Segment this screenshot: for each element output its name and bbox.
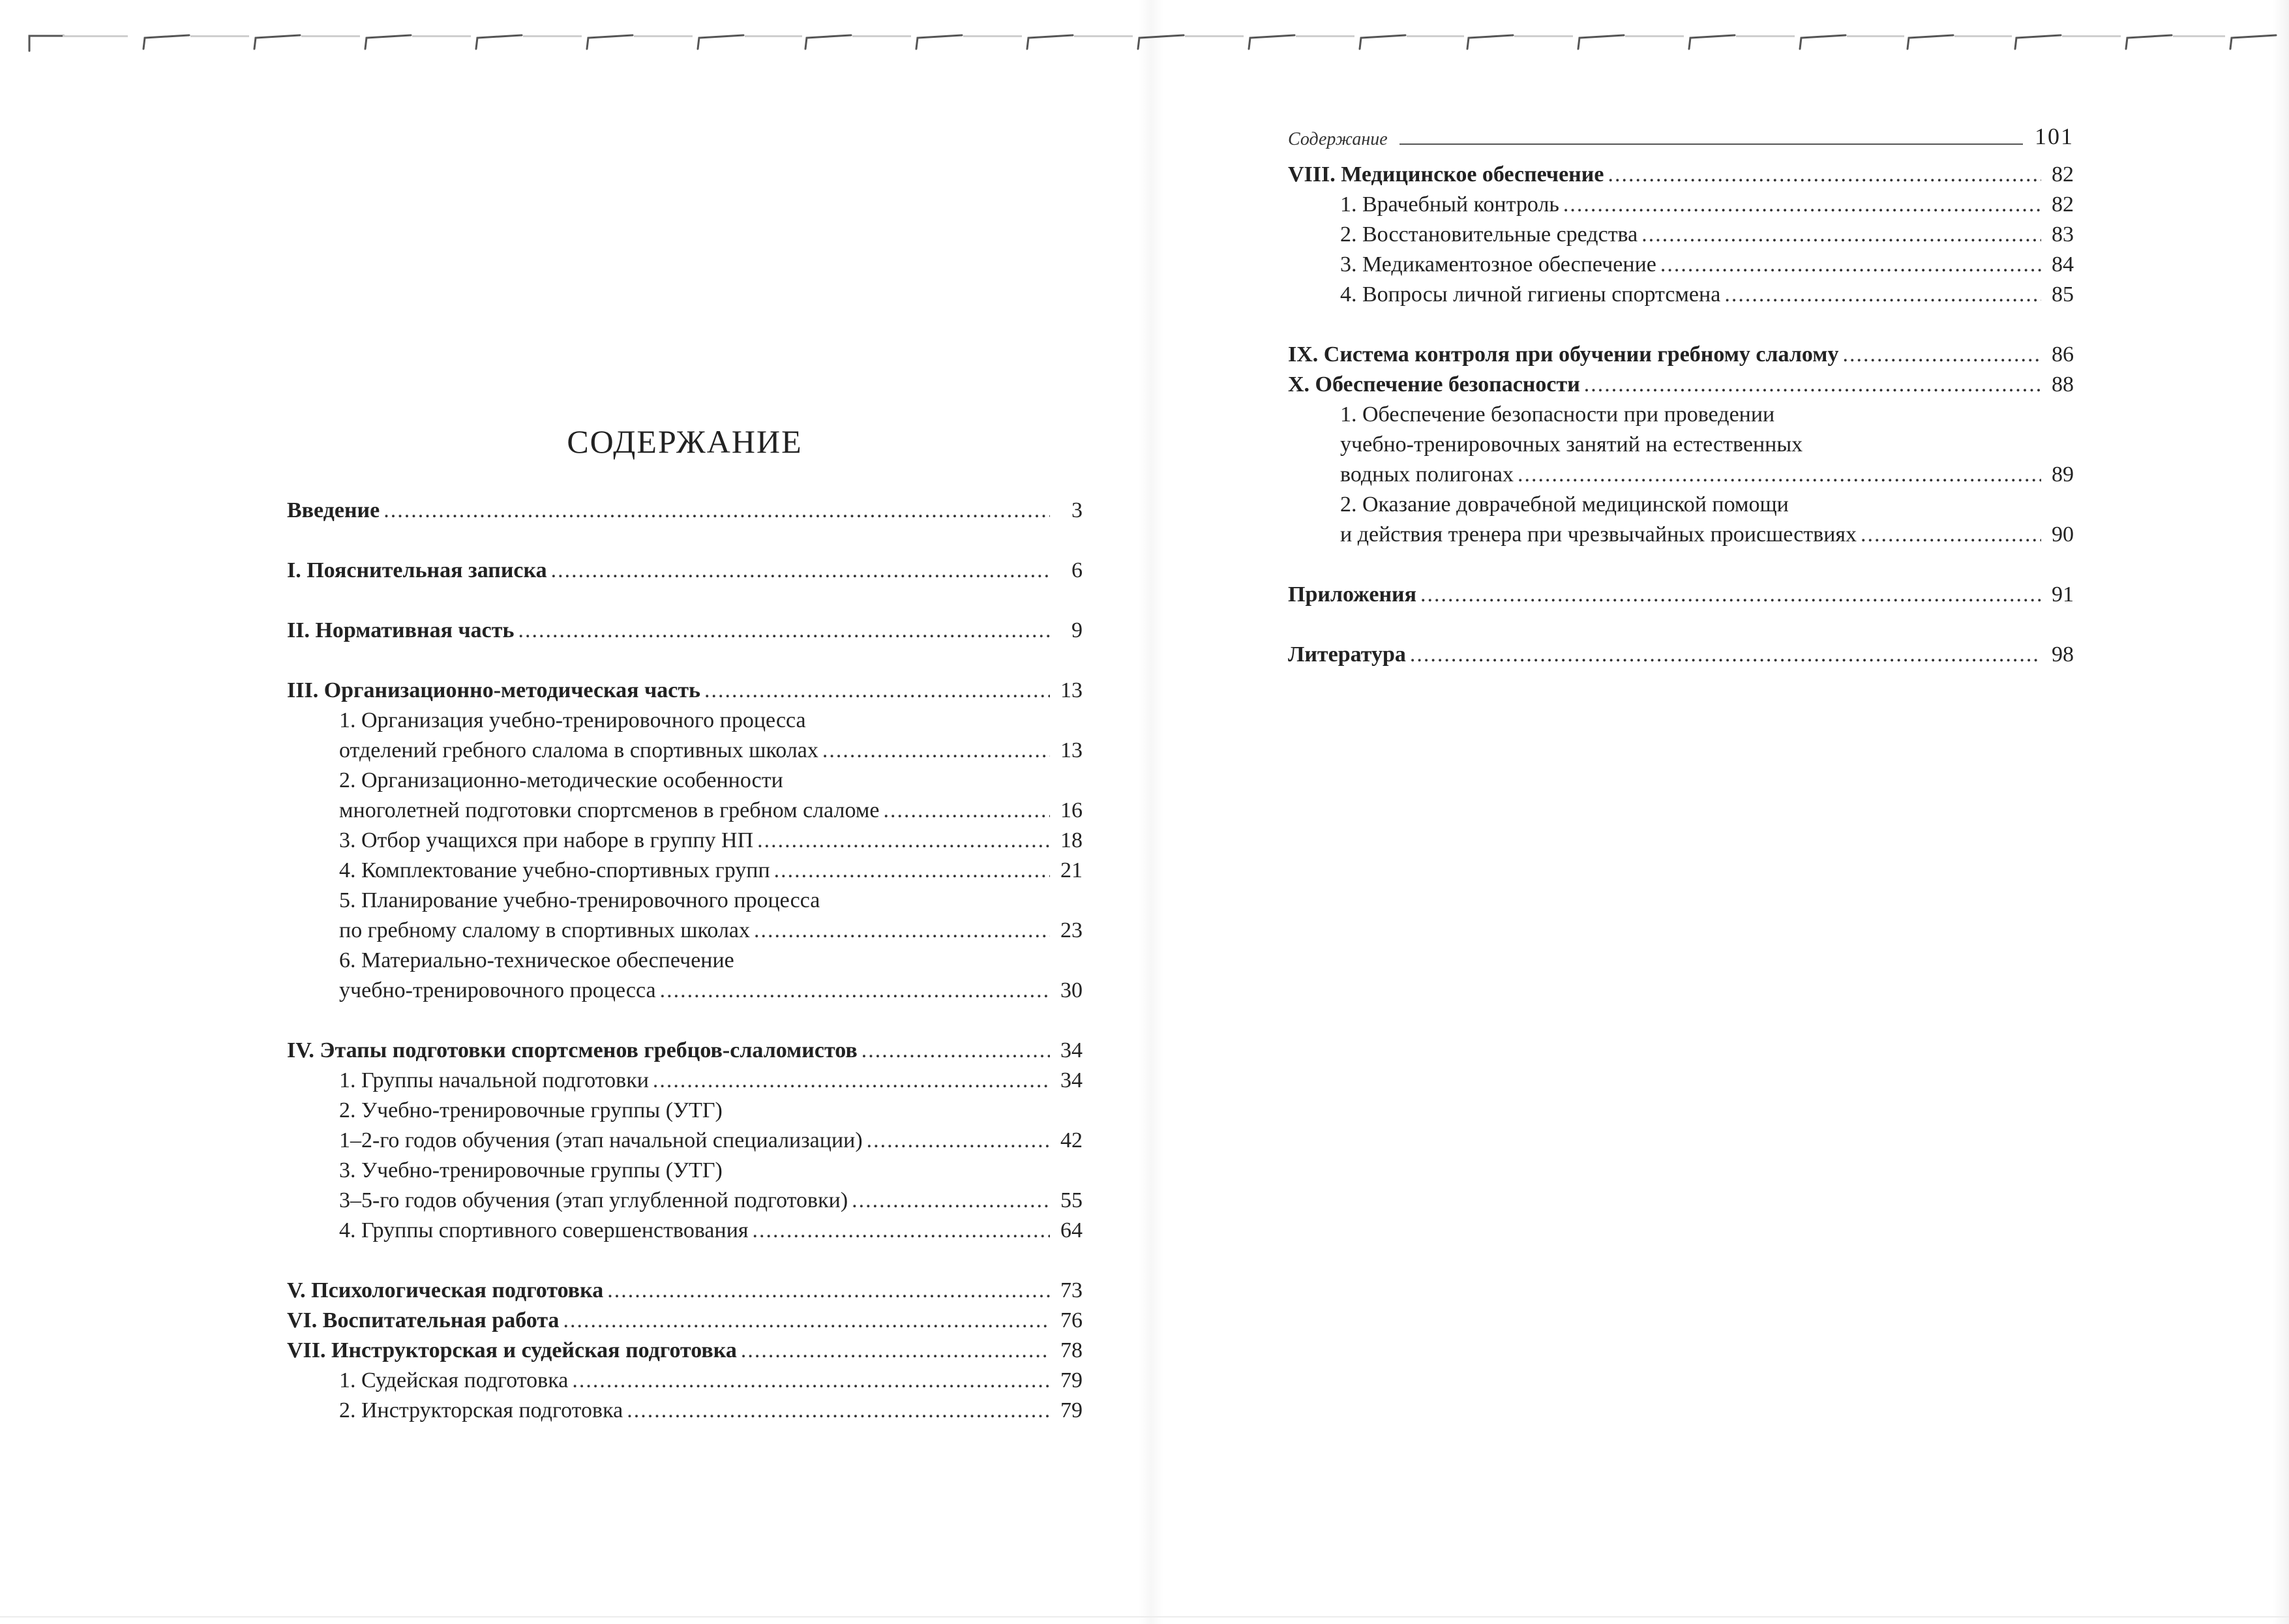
dot-leader	[741, 1336, 1050, 1366]
dot-leader	[774, 856, 1050, 886]
toc-entry-title: водных полигонах	[1340, 462, 1514, 487]
toc-page-number: 6	[1071, 558, 1083, 582]
toc-subsection-entry	[1288, 430, 2074, 460]
page-edge	[2273, 0, 2289, 1624]
toc-page-number: 88	[2052, 372, 2074, 397]
toc-subsection-entry	[1288, 190, 2074, 220]
running-head	[1288, 124, 2074, 150]
toc-page-number: 64	[1060, 1218, 1083, 1242]
book-spine	[1138, 0, 1164, 1624]
dot-leader	[822, 736, 1050, 766]
dot-leader	[1660, 250, 2041, 280]
toc-chapter-entry	[287, 496, 1083, 526]
toc-subsection-entry	[1288, 400, 2074, 430]
toc-chapter-entry	[287, 676, 1083, 706]
toc-entry-title: Литература	[1288, 642, 1406, 667]
toc-page-number: 86	[2052, 342, 2074, 367]
page-title: СОДЕРЖАНИЕ	[567, 423, 803, 460]
running-head-title: Содержание	[1288, 129, 1388, 149]
toc-subsection-entry	[1288, 220, 2074, 250]
toc-subsection-entry	[287, 766, 1083, 796]
toc-chapter-entry	[287, 1336, 1083, 1366]
dot-leader	[867, 1126, 1050, 1156]
toc-page-number: 79	[1060, 1398, 1083, 1422]
toc-page-number: 90	[2052, 522, 2074, 547]
toc-entry-title: VII. Инструкторская и судейская подготовка	[287, 1338, 737, 1362]
toc-entry-title: 3. Учебно-тренировочные группы (УТГ)	[339, 1158, 723, 1182]
toc-page-number: 42	[1060, 1128, 1083, 1152]
toc-subsection-entry	[287, 856, 1083, 886]
toc-entry-title: 2. Организационно-методические особенности	[339, 768, 783, 792]
toc-entry-title: 6. Материально-техническое обеспечение	[339, 948, 734, 972]
toc-page-number: 98	[2052, 642, 2074, 667]
toc-page-number: 91	[2052, 582, 2074, 607]
toc-chapter-entry	[1288, 340, 2074, 370]
toc-page-number: 85	[2052, 282, 2074, 307]
toc-page-number: 3	[1071, 498, 1083, 522]
toc-page-number: 73	[1060, 1278, 1083, 1302]
toc-page-number: 13	[1060, 678, 1083, 702]
toc-subsection-entry	[287, 826, 1083, 856]
toc-entry-title: 1. Организация учебно-тренировочного процесса	[339, 708, 806, 732]
toc-entry-title: отделений гребного слалома в спортивных школах	[339, 738, 818, 762]
toc-entry-title: VI. Воспитательная работа	[287, 1308, 560, 1332]
toc-subsection-entry	[1288, 490, 2074, 520]
toc-entry-title: X. Обеспечение безопасности	[1288, 372, 1580, 397]
toc-right-page	[1288, 160, 2074, 670]
toc-subsection-entry	[287, 1126, 1083, 1156]
toc-entry-title: I. Пояснительная записка	[287, 558, 547, 582]
toc-subsection-entry	[287, 976, 1083, 1006]
toc-page-number: 21	[1060, 858, 1083, 882]
toc-subsection-entry	[1288, 520, 2074, 550]
toc-entry-title: 2. Инструкторская подготовка	[339, 1398, 623, 1422]
toc-entry-title: и действия тренера при чрезвычайных происшествиях	[1340, 522, 1857, 547]
toc-page-number: 89	[2052, 462, 2074, 487]
toc-page-number: 23	[1060, 918, 1083, 942]
toc-page-number: 79	[1060, 1368, 1083, 1392]
toc-entry-title: Приложения	[1288, 582, 1417, 607]
toc-chapter-entry	[287, 1036, 1083, 1066]
toc-page-number: 16	[1060, 798, 1083, 822]
dot-leader	[660, 976, 1050, 1006]
toc-entry-title: VIII. Медицинское обеспечение	[1288, 162, 1604, 187]
toc-entry-title: многолетней подготовки спортсменов в гребном слаломе	[339, 798, 880, 822]
toc-subsection-entry	[287, 1096, 1083, 1126]
toc-subsection-entry	[287, 1186, 1083, 1216]
toc-page-number: 34	[1060, 1038, 1083, 1062]
toc-chapter-entry	[287, 1306, 1083, 1336]
toc-subsection-entry	[287, 1366, 1083, 1396]
dot-leader	[861, 1036, 1050, 1066]
toc-chapter-entry	[287, 556, 1083, 586]
dot-leader	[704, 676, 1050, 706]
toc-page-number: 78	[1060, 1338, 1083, 1362]
toc-entry-title: 2. Учебно-тренировочные группы (УТГ)	[339, 1098, 723, 1122]
toc-page-number: 30	[1060, 978, 1083, 1002]
toc-chapter-entry	[1288, 370, 2074, 400]
dot-leader	[1420, 580, 2041, 610]
toc-chapter-entry	[287, 1276, 1083, 1306]
toc-subsection-entry	[287, 916, 1083, 946]
toc-entry-title: 2. Оказание доврачебной медицинской помощи	[1340, 492, 1789, 517]
toc-entry-title: 4. Вопросы личной гигиены спортсмена	[1340, 282, 1721, 307]
dot-leader	[518, 616, 1050, 646]
toc-subsection-entry	[287, 946, 1083, 976]
toc-subsection-entry	[287, 886, 1083, 916]
toc-page-number: 13	[1060, 738, 1083, 762]
toc-subsection-entry	[1288, 280, 2074, 310]
toc-page-number: 83	[2052, 222, 2074, 247]
dot-leader	[563, 1306, 1050, 1336]
toc-entry-title: III. Организационно-методическая часть	[287, 678, 701, 702]
toc-entry-title: 3. Отбор учащихся при наборе в группу НП	[339, 828, 754, 852]
toc-subsection-entry	[1288, 460, 2074, 490]
dot-leader	[753, 1216, 1050, 1246]
dot-leader	[1584, 370, 2041, 400]
toc-entry-title: IV. Этапы подготовки спортсменов гребцов-слаломистов	[287, 1038, 858, 1062]
toc-page-number: 9	[1071, 618, 1083, 642]
dot-leader	[1842, 340, 2041, 370]
dot-leader	[754, 916, 1050, 946]
toc-entry-title: учебно-тренировочного процесса	[339, 978, 656, 1002]
toc-chapter-entry	[1288, 580, 2074, 610]
toc-subsection-entry	[287, 706, 1083, 736]
dot-leader	[1641, 220, 2041, 250]
toc-chapter-entry	[287, 616, 1083, 646]
dot-leader	[883, 796, 1050, 826]
dot-leader	[383, 496, 1050, 526]
toc-entry-title: 1. Обеспечение безопасности при проведении	[1340, 402, 1775, 427]
toc-entry-title: 1. Группы начальной подготовки	[339, 1068, 649, 1092]
dot-leader	[757, 826, 1050, 856]
dot-leader	[1410, 640, 2041, 670]
toc-entry-title: 4. Группы спортивного совершенствования	[339, 1218, 749, 1242]
toc-page-number: 18	[1060, 828, 1083, 852]
toc-subsection-entry	[287, 796, 1083, 826]
dot-leader	[653, 1066, 1050, 1096]
toc-entry-title: 3. Медикаментозное обеспечение	[1340, 252, 1656, 277]
dot-leader	[627, 1396, 1050, 1426]
toc-entry-title: 1–2-го годов обучения (этап начальной специализации)	[339, 1128, 863, 1152]
dot-leader	[1563, 190, 2041, 220]
toc-page-number: 55	[1060, 1188, 1083, 1212]
dot-leader	[1518, 460, 2041, 490]
toc-entry-title: II. Нормативная часть	[287, 618, 515, 642]
dot-leader	[1724, 280, 2041, 310]
toc-page-number: 82	[2052, 162, 2074, 187]
toc-entry-title: 1. Врачебный контроль	[1340, 192, 1559, 217]
dot-leader	[607, 1276, 1050, 1306]
toc-subsection-entry	[287, 1216, 1083, 1246]
toc-left-page	[287, 496, 1083, 1426]
toc-entry-title: 5. Планирование учебно-тренировочного процесса	[339, 888, 820, 912]
toc-subsection-entry	[287, 736, 1083, 766]
toc-subsection-entry	[287, 1066, 1083, 1096]
toc-page-number: 76	[1060, 1308, 1083, 1332]
toc-subsection-entry	[1288, 250, 2074, 280]
toc-entry-title: 1. Судейская подготовка	[339, 1368, 569, 1392]
running-head-rule	[1399, 143, 2023, 145]
toc-entry-title: по гребному слалому в спортивных школах	[339, 918, 750, 942]
toc-entry-title: учебно-тренировочных занятий на естественных	[1340, 432, 1803, 457]
toc-chapter-entry	[1288, 640, 2074, 670]
dot-leader	[572, 1366, 1050, 1396]
toc-entry-title: Введение	[287, 498, 380, 522]
dot-leader	[852, 1186, 1050, 1216]
page-number: 101	[2035, 123, 2074, 149]
toc-entry-title: V. Психологическая подготовка	[287, 1278, 604, 1302]
toc-subsection-entry	[287, 1156, 1083, 1186]
toc-page-number: 34	[1060, 1068, 1083, 1092]
dot-leader	[551, 556, 1050, 586]
toc-entry-title: IX. Система контроля при обучении гребному слалому	[1288, 342, 1839, 367]
toc-page-number: 82	[2052, 192, 2074, 217]
toc-subsection-entry	[287, 1396, 1083, 1426]
toc-entry-title: 2. Восстановительные средства	[1340, 222, 1638, 247]
toc-entry-title: 4. Комплектование учебно-спортивных групп	[339, 858, 770, 882]
dot-leader	[1608, 160, 2041, 190]
page-bottom-edge	[0, 1616, 2289, 1617]
dot-leader	[1861, 520, 2041, 550]
toc-chapter-entry	[1288, 160, 2074, 190]
toc-entry-title: 3–5-го годов обучения (этап углубленной подготовки)	[339, 1188, 848, 1212]
toc-page-number: 84	[2052, 252, 2074, 277]
